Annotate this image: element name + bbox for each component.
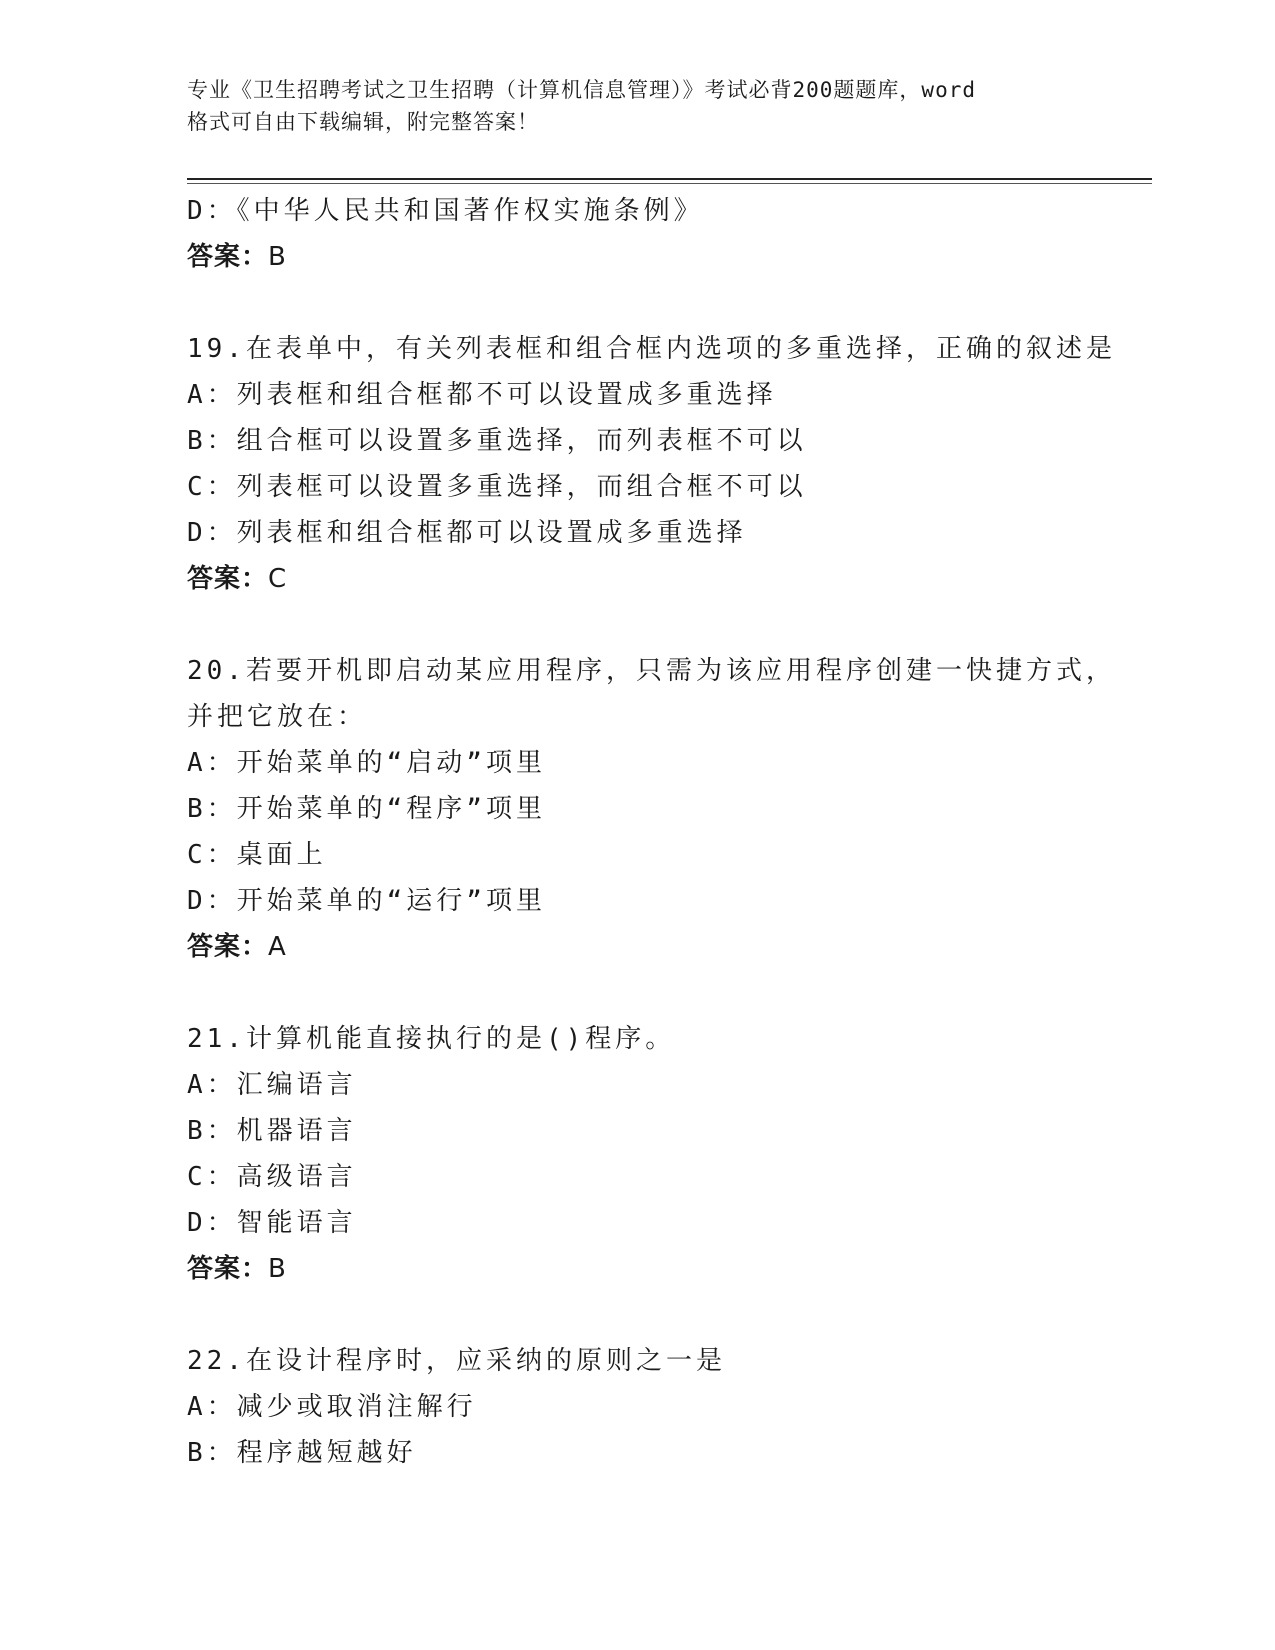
question-19-text: 19.在表单中，有关列表框和组合框内选项的多重选择，正确的叙述是 xyxy=(187,334,1116,364)
answer-value: B xyxy=(268,1254,287,1284)
header-title-line-2: 格式可自由下载编辑，附完整答案！ xyxy=(187,110,539,134)
question-20-option-b: B：开始菜单的“程序”项里 xyxy=(187,794,546,824)
question-19-option-b: B：组合框可以设置多重选择，而列表框不可以 xyxy=(187,426,807,456)
answer-label: 答案： xyxy=(187,564,269,594)
question-21-option-c: C：高级语言 xyxy=(187,1162,357,1192)
spacer xyxy=(187,970,1152,1016)
question-20-text-line-2: 并把它放在： xyxy=(187,702,368,732)
question-19-answer xyxy=(187,556,1152,602)
question-20-option-c: C：桌面上 xyxy=(187,840,327,870)
answer-label: 答案： xyxy=(187,1254,269,1284)
spacer xyxy=(187,1292,1152,1338)
spacer xyxy=(187,280,1152,326)
header-divider-thick xyxy=(187,178,1152,180)
question-20-answer xyxy=(187,924,1152,970)
question-19-option-c: C：列表框可以设置多重选择，而组合框不可以 xyxy=(187,472,807,502)
question-list xyxy=(187,188,1152,1476)
question-20-block xyxy=(187,648,1152,970)
question-18-block xyxy=(187,188,1152,280)
question-21-option-b: B：机器语言 xyxy=(187,1116,357,1146)
question-21-text: 21.计算机能直接执行的是()程序。 xyxy=(187,1024,676,1054)
answer-value: A xyxy=(268,932,287,962)
question-21-option-a: A：汇编语言 xyxy=(187,1070,357,1100)
question-22-option-b: B：程序越短越好 xyxy=(187,1438,417,1468)
question-20-option-d: D：开始菜单的“运行”项里 xyxy=(187,886,546,916)
question-19-block xyxy=(187,326,1152,602)
question-19-option-d: D：列表框和组合框都可以设置成多重选择 xyxy=(187,518,747,548)
question-19-option-a: A：列表框和组合框都不可以设置成多重选择 xyxy=(187,380,777,410)
spacer xyxy=(187,602,1152,648)
question-21-block xyxy=(187,1016,1152,1292)
question-18-answer xyxy=(187,234,1152,280)
question-20-text-line-1: 20.若要开机即启动某应用程序，只需为该应用程序创建一快捷方式， xyxy=(187,656,1116,686)
question-22-text: 22.在设计程序时，应采纳的原则之一是 xyxy=(187,1346,726,1376)
question-22-option-a: A：减少或取消注解行 xyxy=(187,1392,477,1422)
answer-label: 答案： xyxy=(187,242,269,272)
header-divider-thin xyxy=(187,183,1152,184)
question-18-option-d: D：《中华人民共和国著作权实施条例》 xyxy=(187,196,704,226)
question-21-answer xyxy=(187,1246,1152,1292)
document-header xyxy=(187,74,1087,138)
question-22-block xyxy=(187,1338,1152,1476)
answer-label: 答案： xyxy=(187,932,269,962)
header-title-line-1: 专业《卫生招聘考试之卫生招聘（计算机信息管理）》考试必背200题题库，word xyxy=(187,78,976,102)
question-21-option-d: D：智能语言 xyxy=(187,1208,357,1238)
answer-value: B xyxy=(268,242,287,272)
question-20-option-a: A：开始菜单的“启动”项里 xyxy=(187,748,546,778)
answer-value: C xyxy=(268,564,288,594)
